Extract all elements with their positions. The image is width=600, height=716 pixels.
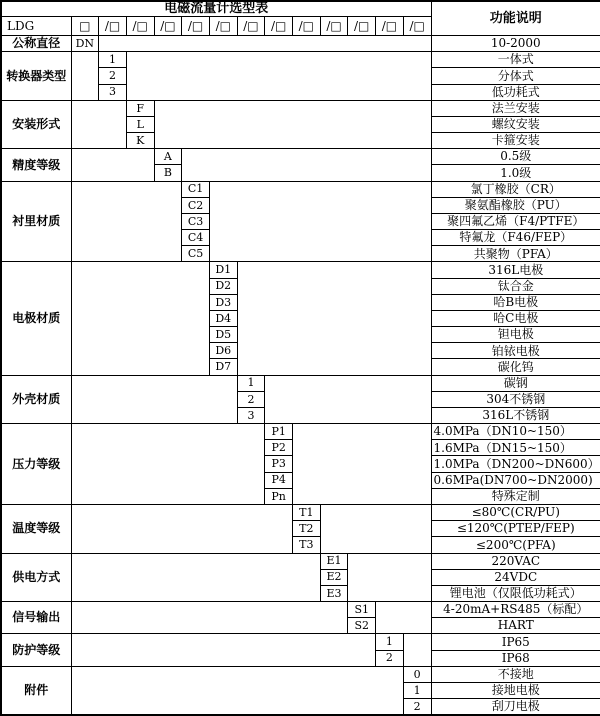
code-cell: B <box>154 165 182 181</box>
code-cell: T1 <box>293 504 321 520</box>
description-cell: 卡箍安装 <box>431 133 600 149</box>
spacer-cell <box>99 36 431 52</box>
code-cell: 1 <box>99 52 127 68</box>
description-cell: 低功耗式 <box>431 84 600 100</box>
code-cell: 1 <box>403 682 431 698</box>
description-cell: 特殊定制 <box>431 488 600 504</box>
table-row <box>1 36 600 52</box>
description-cell: 分体式 <box>431 68 600 84</box>
spacer-cell <box>71 424 265 505</box>
category-label: 转换器类型 <box>1 52 71 101</box>
description-cell: 聚四氟乙烯（F4/PTFE） <box>431 213 600 229</box>
description-cell: 接地电极 <box>431 682 600 698</box>
code-cell: P1 <box>265 424 293 440</box>
table-row <box>1 504 600 520</box>
spacer-cell <box>71 553 320 602</box>
spacer-cell <box>403 634 431 666</box>
description-cell: 钛合金 <box>431 278 600 294</box>
description-cell: 刮刀电极 <box>431 699 600 715</box>
code-cell: K <box>126 133 154 149</box>
table-row <box>1 424 600 440</box>
description-cell: ≤120℃(PTEP/FEP) <box>431 521 600 537</box>
code-cell: Pn <box>265 488 293 504</box>
description-cell: 1.0级 <box>431 165 600 181</box>
code-cell: E2 <box>320 569 348 585</box>
spacer-cell <box>71 602 348 634</box>
code-box: /□ <box>209 16 237 35</box>
code-cell: L <box>126 116 154 132</box>
title-row <box>1 1 600 16</box>
code-cell: P2 <box>265 440 293 456</box>
description-cell: 316L不锈钢 <box>431 407 600 423</box>
code-cell: E1 <box>320 553 348 569</box>
code-cell: S2 <box>348 618 376 634</box>
description-cell: 铂铱电极 <box>431 343 600 359</box>
code-cell: 1 <box>376 634 404 650</box>
table-title: 电磁流量计选型表 <box>1 1 431 16</box>
description-cell: 哈B电极 <box>431 294 600 310</box>
spacer-cell <box>126 52 431 101</box>
description-cell: 不接地 <box>431 666 600 682</box>
code-cell: C1 <box>182 181 210 197</box>
table-row <box>1 666 600 682</box>
category-label: 安装形式 <box>1 100 71 149</box>
description-cell: 0.6MPa(DN700~DN2000) <box>431 472 600 488</box>
description-cell: 共聚物（PFA） <box>431 246 600 262</box>
code-cell: F <box>126 100 154 116</box>
description-cell: 氯丁橡胶（CR） <box>431 181 600 197</box>
description-cell: ≤80℃(CR/PU) <box>431 504 600 520</box>
table-row <box>1 52 600 68</box>
category-label: 防护等级 <box>1 634 71 666</box>
category-label: 精度等级 <box>1 149 71 181</box>
code-cell: C3 <box>182 213 210 229</box>
code-box: □ <box>71 16 99 35</box>
code-cell: C5 <box>182 246 210 262</box>
description-cell: 220VAC <box>431 553 600 569</box>
description-cell: 螺纹安装 <box>431 116 600 132</box>
code-cell: D7 <box>209 359 237 375</box>
table-row <box>1 149 600 165</box>
model-prefix: LDG <box>1 16 71 35</box>
code-cell: 2 <box>376 650 404 666</box>
code-cell: C2 <box>182 197 210 213</box>
spacer-cell <box>71 504 293 553</box>
code-cell: D6 <box>209 343 237 359</box>
spacer-cell <box>71 375 237 424</box>
code-box: /□ <box>99 16 127 35</box>
category-label: 附件 <box>1 666 71 715</box>
description-cell: HART <box>431 618 600 634</box>
category-label: 压力等级 <box>1 424 71 505</box>
code-cell: DN <box>71 36 99 52</box>
table-row <box>1 553 600 569</box>
code-cell: C4 <box>182 230 210 246</box>
description-cell: 聚氨酯橡胶（PU） <box>431 197 600 213</box>
code-cell: 0 <box>403 666 431 682</box>
description-cell: 钽电极 <box>431 327 600 343</box>
table-row <box>1 262 600 278</box>
code-cell: D4 <box>209 310 237 326</box>
code-box: /□ <box>154 16 182 35</box>
category-label: 公称直径 <box>1 36 71 52</box>
description-cell: 0.5级 <box>431 149 600 165</box>
description-cell: 特氟龙（F46/FEP） <box>431 230 600 246</box>
code-box: /□ <box>320 16 348 35</box>
spacer-cell <box>71 52 99 101</box>
description-cell: 锂电池（仅限低功耗式） <box>431 585 600 601</box>
table-row <box>1 602 600 618</box>
category-label: 信号输出 <box>1 602 71 634</box>
description-cell: 4-20mA+RS485（标配） <box>431 602 600 618</box>
function-description-header: 功能说明 <box>431 1 600 36</box>
spacer-cell <box>237 262 431 375</box>
category-label: 电极材质 <box>1 262 71 375</box>
code-cell: 1 <box>237 375 265 391</box>
description-cell: IP68 <box>431 650 600 666</box>
description-cell: 24VDC <box>431 569 600 585</box>
description-cell: 4.0MPa（DN10~150） <box>431 424 600 440</box>
code-cell: T3 <box>293 537 321 553</box>
description-cell: 法兰安装 <box>431 100 600 116</box>
description-cell: IP65 <box>431 634 600 650</box>
code-box: /□ <box>237 16 265 35</box>
spacer-cell <box>209 181 431 262</box>
description-cell: 碳钢 <box>431 375 600 391</box>
table-row <box>1 634 600 650</box>
description-cell: 1.6MPa（DN15~150） <box>431 440 600 456</box>
description-cell: 一体式 <box>431 52 600 68</box>
code-box: /□ <box>348 16 376 35</box>
spacer-cell <box>320 504 431 553</box>
category-label: 外壳材质 <box>1 375 71 424</box>
spacer-cell <box>71 666 403 715</box>
code-cell: 3 <box>237 407 265 423</box>
spacer-cell <box>154 100 431 149</box>
code-cell: A <box>154 149 182 165</box>
description-cell: 哈C电极 <box>431 310 600 326</box>
code-cell: D1 <box>209 262 237 278</box>
table-row <box>1 375 600 391</box>
spacer-cell <box>71 181 182 262</box>
spacer-cell <box>71 634 376 666</box>
description-cell: 10-2000 <box>431 36 600 52</box>
description-cell: 1.0MPa（DN200~DN600） <box>431 456 600 472</box>
code-cell: P3 <box>265 456 293 472</box>
description-cell: ≤200℃(PFA) <box>431 537 600 553</box>
code-cell: 2 <box>99 68 127 84</box>
code-box: /□ <box>376 16 404 35</box>
spacer-cell <box>71 262 209 375</box>
spacer-cell <box>376 602 431 634</box>
code-cell: 3 <box>99 84 127 100</box>
code-cell: 2 <box>237 391 265 407</box>
table-row <box>1 181 600 197</box>
spacer-cell <box>182 149 431 181</box>
code-cell: E3 <box>320 585 348 601</box>
code-box: /□ <box>126 16 154 35</box>
description-cell: 碳化钨 <box>431 359 600 375</box>
code-box: /□ <box>403 16 431 35</box>
spacer-cell <box>265 375 431 424</box>
spacer-cell <box>293 424 432 505</box>
code-cell: D5 <box>209 327 237 343</box>
spacer-cell <box>348 553 431 602</box>
spacer-cell <box>71 149 154 181</box>
code-cell: S1 <box>348 602 376 618</box>
category-label: 衬里材质 <box>1 181 71 262</box>
table-row <box>1 100 600 116</box>
code-box: /□ <box>293 16 321 35</box>
category-label: 供电方式 <box>1 553 71 602</box>
description-cell: 316L电极 <box>431 262 600 278</box>
code-box: /□ <box>265 16 293 35</box>
code-cell: P4 <box>265 472 293 488</box>
code-cell: 2 <box>403 699 431 715</box>
code-box: /□ <box>182 16 210 35</box>
description-cell: 304不锈钢 <box>431 391 600 407</box>
code-cell: T2 <box>293 521 321 537</box>
spacer-cell <box>71 100 126 149</box>
code-cell: D2 <box>209 278 237 294</box>
code-cell: D3 <box>209 294 237 310</box>
category-label: 温度等级 <box>1 504 71 553</box>
